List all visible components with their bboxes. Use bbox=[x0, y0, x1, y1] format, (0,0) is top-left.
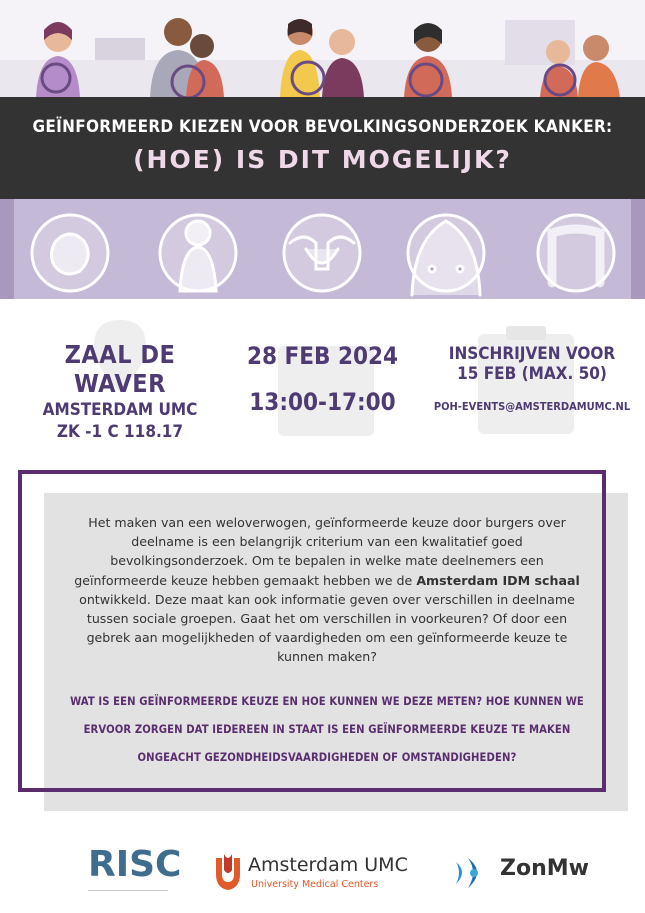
description-bold: Amsterdam IDM schaal bbox=[416, 572, 580, 588]
event-date: 28 FEB 2024 bbox=[246, 342, 399, 370]
people-illustration bbox=[0, 0, 645, 98]
description-part-1: Het maken van een weloverwogen, geïnformeerde keuze door burgers over deelname is een belangrijk criterium van een kwalitatief goed bevolkingsonderzoek. Om te bepalen in welke mate deelnemers een geïnformeerde keuze hebben gemaakt hebben we de bbox=[74, 515, 566, 588]
organ-icon-band bbox=[0, 199, 645, 299]
amc-name: Amsterdam UMC bbox=[248, 854, 408, 876]
registration-email[interactable]: POH-EVENTS@AMSTERDAMUMC.NL bbox=[433, 400, 631, 413]
event-info-row bbox=[0, 300, 645, 460]
fetus-icon bbox=[32, 215, 108, 291]
amc-emblem-icon bbox=[214, 852, 242, 892]
zonmw-logo bbox=[452, 850, 602, 894]
logo-band bbox=[0, 830, 645, 913]
person-2-icon bbox=[150, 18, 224, 98]
risc-wordmark: RISC bbox=[88, 844, 182, 885]
zonmw-emblem-icon bbox=[452, 852, 492, 892]
title-bar bbox=[0, 97, 645, 199]
risc-logo bbox=[88, 844, 182, 904]
registration-line-1: INSCHRIJVEN VOOR bbox=[448, 344, 616, 364]
registration-block bbox=[432, 344, 632, 413]
organ-icons-svg bbox=[0, 199, 645, 299]
title-line-1: GEÏNFORMEERD KIEZEN VOOR BEVOLKINGSONDERZOEK KANKER: bbox=[32, 117, 613, 137]
people-illustration-svg bbox=[0, 0, 645, 98]
event-time: 13:00-17:00 bbox=[249, 388, 396, 416]
title-line-2: (HOE) IS DIT MOGELIJK? bbox=[133, 145, 512, 174]
venue-institution: AMSTERDAM UMC bbox=[42, 400, 198, 420]
risc-subline bbox=[88, 890, 168, 896]
registration-line-2: 15 FEB (MAX. 50) bbox=[457, 364, 607, 384]
amsterdam-umc-logo bbox=[214, 852, 424, 896]
uterus-icon bbox=[284, 215, 360, 291]
colon-icon bbox=[538, 215, 614, 291]
description-part-2: ontwikkeld. Deze maat kan ook informatie geven over verschillen in deelname tussen sociale groepen. Gaat het om verschillen in voorkeuren? Of door een gebrek aan mogelijkheden of vaardigheden om een geïnformeerde keuze te kunnen maken? bbox=[79, 591, 575, 665]
venue-name: ZAAL DE WAVER bbox=[64, 340, 176, 398]
zonmw-name: ZonMw bbox=[500, 856, 589, 881]
venue-block bbox=[20, 340, 220, 442]
date-time-block bbox=[240, 342, 405, 416]
venue-room: ZK -1 C 118.17 bbox=[56, 422, 184, 442]
key-questions: WAT IS EEN GEÏNFORMEERDE KEUZE EN HOE KUNNEN WE DEZE METEN? HOE KUNNEN WE ERVOOR ZORGEN DAT IEDEREEN IN STAAT IS EEN GEÏNFORMEERDE KEUZE TE MAKEN ONGEACHT GEZONDHEIDSVAARDIGHEDEN OF OMSTANDIGHEDEN? bbox=[70, 695, 584, 764]
breast-icon bbox=[408, 215, 484, 295]
amc-subtitle: University Medical Centers bbox=[251, 879, 379, 890]
baby-icon bbox=[160, 215, 236, 291]
description-text bbox=[70, 513, 584, 667]
